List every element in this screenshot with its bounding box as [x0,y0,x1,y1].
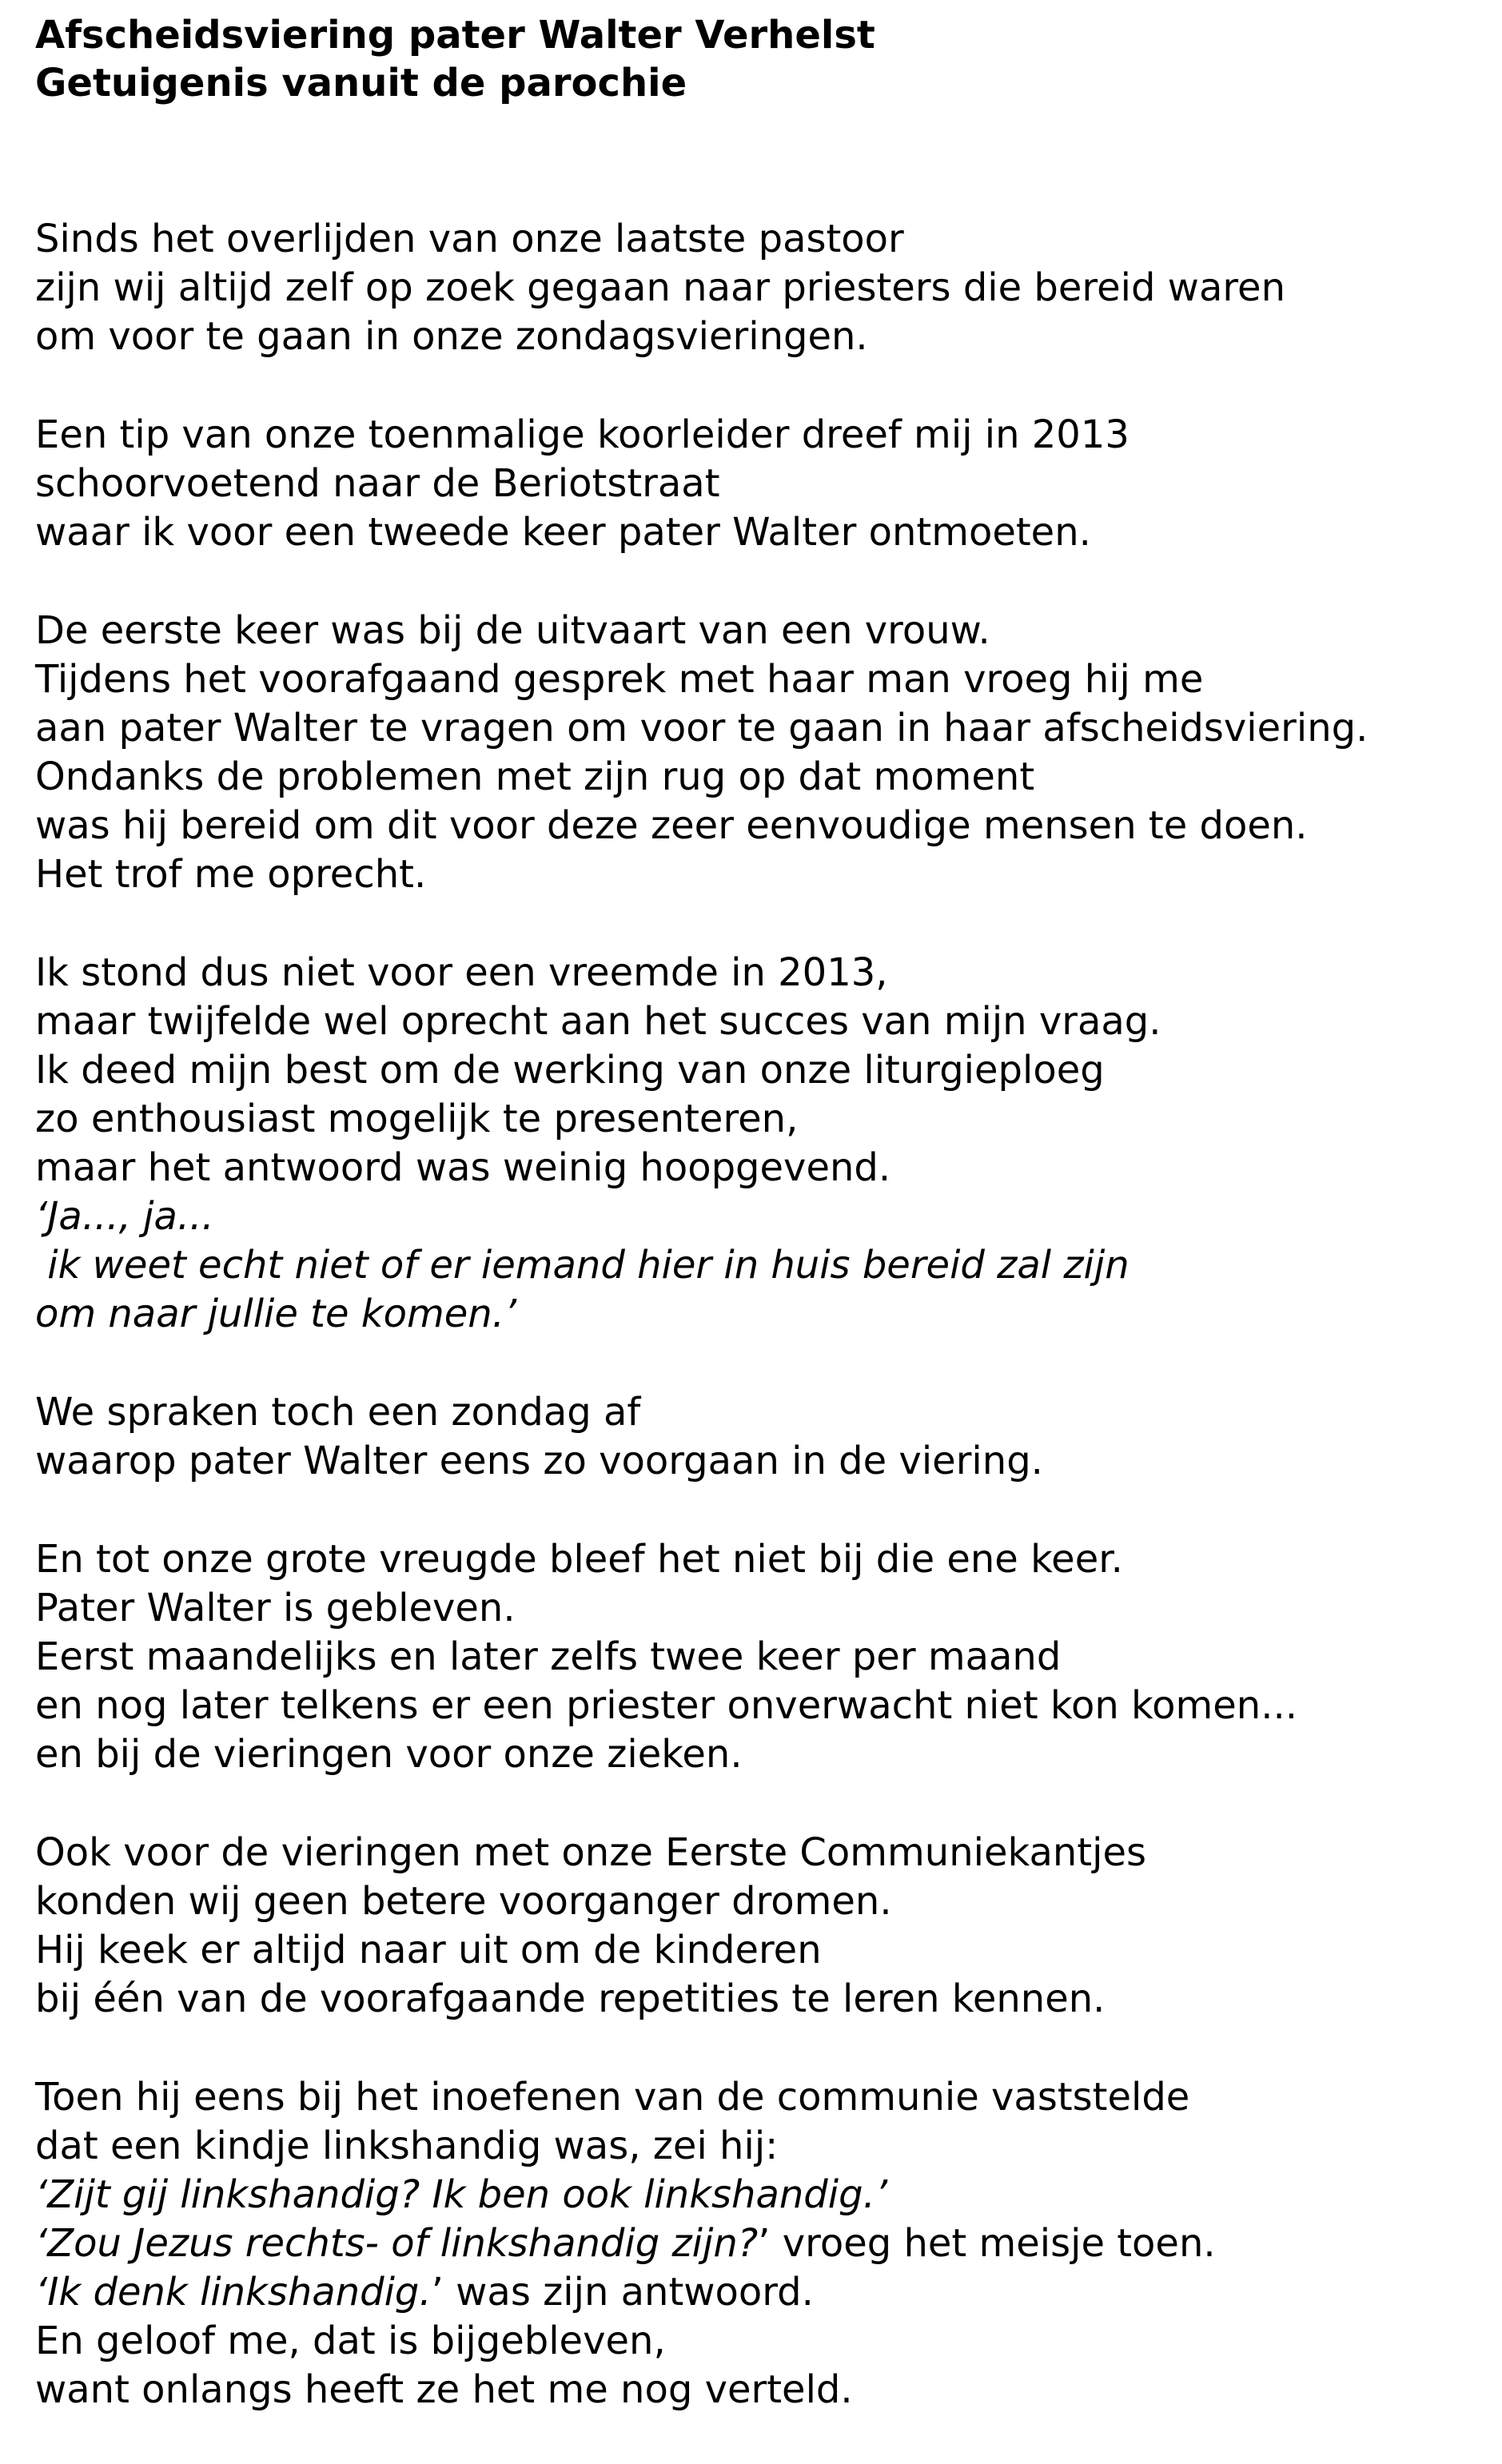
text-line: maar het antwoord was weinig hoopgevend. [35,1145,891,1190]
text-line: Het trof me oprecht. [35,852,427,897]
quote-segment: ‘Zou Jezus rechts- of linkshandig zijn? [35,2221,759,2266]
text-line: waar ik voor een tweede keer pater Walter ontmoeten. [35,510,1091,555]
document-title [35,11,1474,107]
text-line: Sinds het overlijden van onze laatste pastoor [35,217,904,261]
mixed-quote-line [35,2268,1474,2317]
paragraph-1 [35,215,1474,361]
text-line: schoorvoetend naar de Beriotstraat [35,461,720,506]
document-body [35,215,1474,2414]
text-line: Eerst maandelijks en later zelfs twee keer per maand [35,1634,1062,1679]
subtitle-line: Getuigenis vanuit de parochie [35,61,687,105]
paragraph-5 [35,1388,1474,1486]
quote-line: om naar jullie te komen.’ [35,1292,517,1336]
paragraph-3 [35,607,1474,899]
text-line: aan pater Walter te vragen om voor te gaan in haar afscheidsviering. [35,706,1369,750]
text-line: waarop pater Walter eens zo voorgaan in de viering. [35,1439,1043,1483]
text-line: Ik stond dus niet voor een vreemde in 2013, [35,950,888,995]
text-segment: ’ was zijn antwoord. [431,2270,814,2315]
text-line: Tijdens het voorafgaand gesprek met haar man vroeg hij me [35,657,1204,702]
text-line: zijn wij altijd zelf op zoek gegaan naar priesters die bereid waren [35,265,1285,310]
text-line: Ik deed mijn best om de werking van onze liturgieploeg [35,1048,1105,1093]
text-line: Toen hij eens bij het inoefenen van de communie vaststelde [35,2075,1190,2120]
text-line: En geloof me, dat is bijgebleven, [35,2319,666,2363]
mixed-quote-line [35,2219,1474,2268]
text-line: en bij de vieringen voor onze zieken. [35,1732,743,1777]
document-page [35,11,1474,2464]
text-line: Hij keek er altijd naar uit om de kinderen [35,1928,822,1972]
quote-line: ik weet echt niet of er iemand hier in huis bereid zal zijn [35,1243,1129,1288]
text-line: konden wij geen betere voorganger dromen. [35,1879,892,1924]
text-line: Ook voor de vieringen met onze Eerste Communiekantjes [35,1830,1146,1875]
text-line: om voor te gaan in onze zondagsvieringen. [35,314,868,359]
text-line: Ondanks de problemen met zijn rug op dat moment [35,754,1035,799]
paragraph-2 [35,411,1474,557]
text-segment: ’ vroeg het meisje toen. [758,2221,1216,2266]
quote-segment: ‘Ik denk linkshandig. [35,2270,432,2315]
text-line: De eerste keer was bij de uitvaart van een vrouw. [35,608,990,653]
text-line: Pater Walter is gebleven. [35,1586,516,1630]
paragraph-6 [35,1535,1474,1779]
text-line: en nog later telkens er een priester onverwacht niet kon komen... [35,1683,1297,1728]
text-line: maar twijfelde wel oprecht aan het succes van mijn vraag. [35,999,1161,1044]
text-line: bij één van de voorafgaande repetities te leren kennen. [35,1976,1106,2021]
paragraph-4 [35,949,1474,1339]
quote-line: ‘Zijt gij linkshandig? Ik ben ook linkshandig.’ [35,2172,888,2217]
text-line: En tot onze grote vreugde bleef het niet bij die ene keer. [35,1537,1123,1582]
text-line: was hij bereid om dit voor deze zeer eenvoudige mensen te doen. [35,803,1308,848]
quote-line: ‘Ja..., ja... [35,1194,214,1239]
text-line: want onlangs heeft ze het me nog verteld. [35,2367,853,2412]
text-line: Een tip van onze toenmalige koorleider dreef mij in 2013 [35,412,1129,457]
paragraph-7 [35,1829,1474,2024]
title-line-1: Afscheidsviering pater Walter Verhelst [35,13,875,58]
text-line: zo enthousiast mogelijk te presenteren, [35,1097,799,1141]
paragraph-8 [35,2073,1474,2414]
text-line: We spraken toch een zondag af [35,1390,641,1435]
text-line: dat een kindje linkshandig was, zei hij: [35,2124,779,2168]
